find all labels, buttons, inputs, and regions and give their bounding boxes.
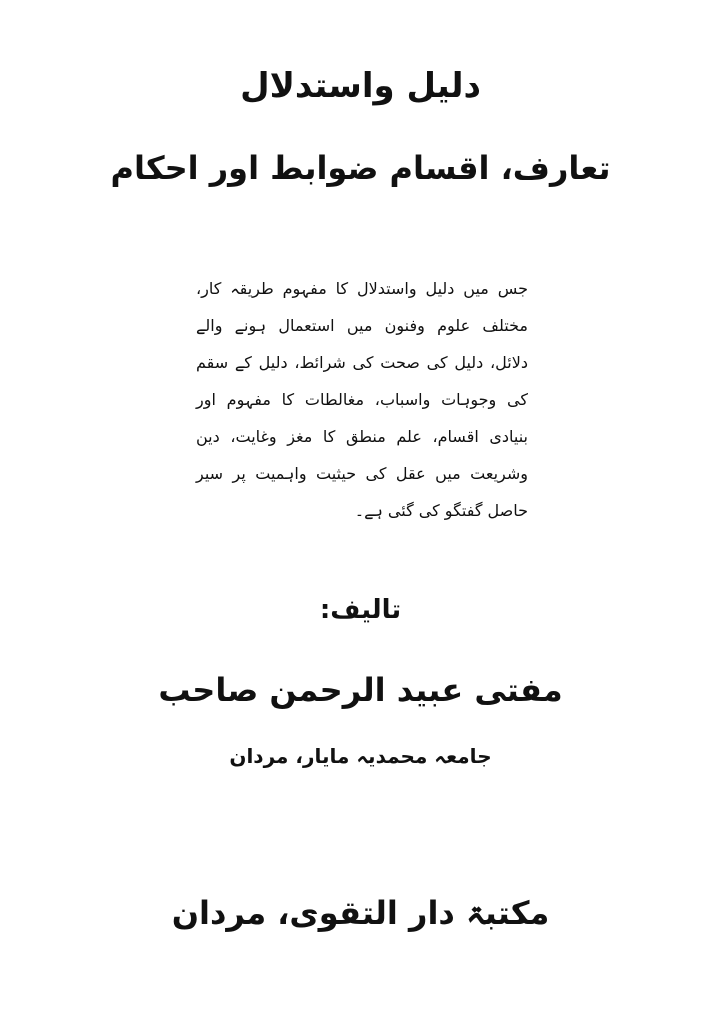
book-subtitle: تعارف، اقسام ضوابط اور احکام (110, 149, 611, 187)
publisher-name: مکتبۃ دار التقوی، مردان (171, 894, 550, 932)
author-name: مفتی عبید الرحمن صاحب (158, 671, 563, 709)
book-title: دلیل واستدلال (240, 66, 481, 106)
author-label: تالیف: (319, 595, 402, 625)
book-description: جس میں دلیل واستدلال کا مفہوم طریقہ کار، مختلف علوم وفنون میں استعمال ہونے والے دلائل، دلیل کی صحت کی شرائط، دلیل کے سقم کی وجوہات واسباب، مغالطات کا مفہوم اور بنیادی اقسام، علم منطق کا مغز وغایت، دین وشریعت میں عقل کی حیثیت واہمیت پر سیر حاصل گفتگو کی گئی ہے۔ (196, 279, 528, 520)
author-institution: جامعہ محمدیہ مایار، مردان (229, 744, 492, 768)
